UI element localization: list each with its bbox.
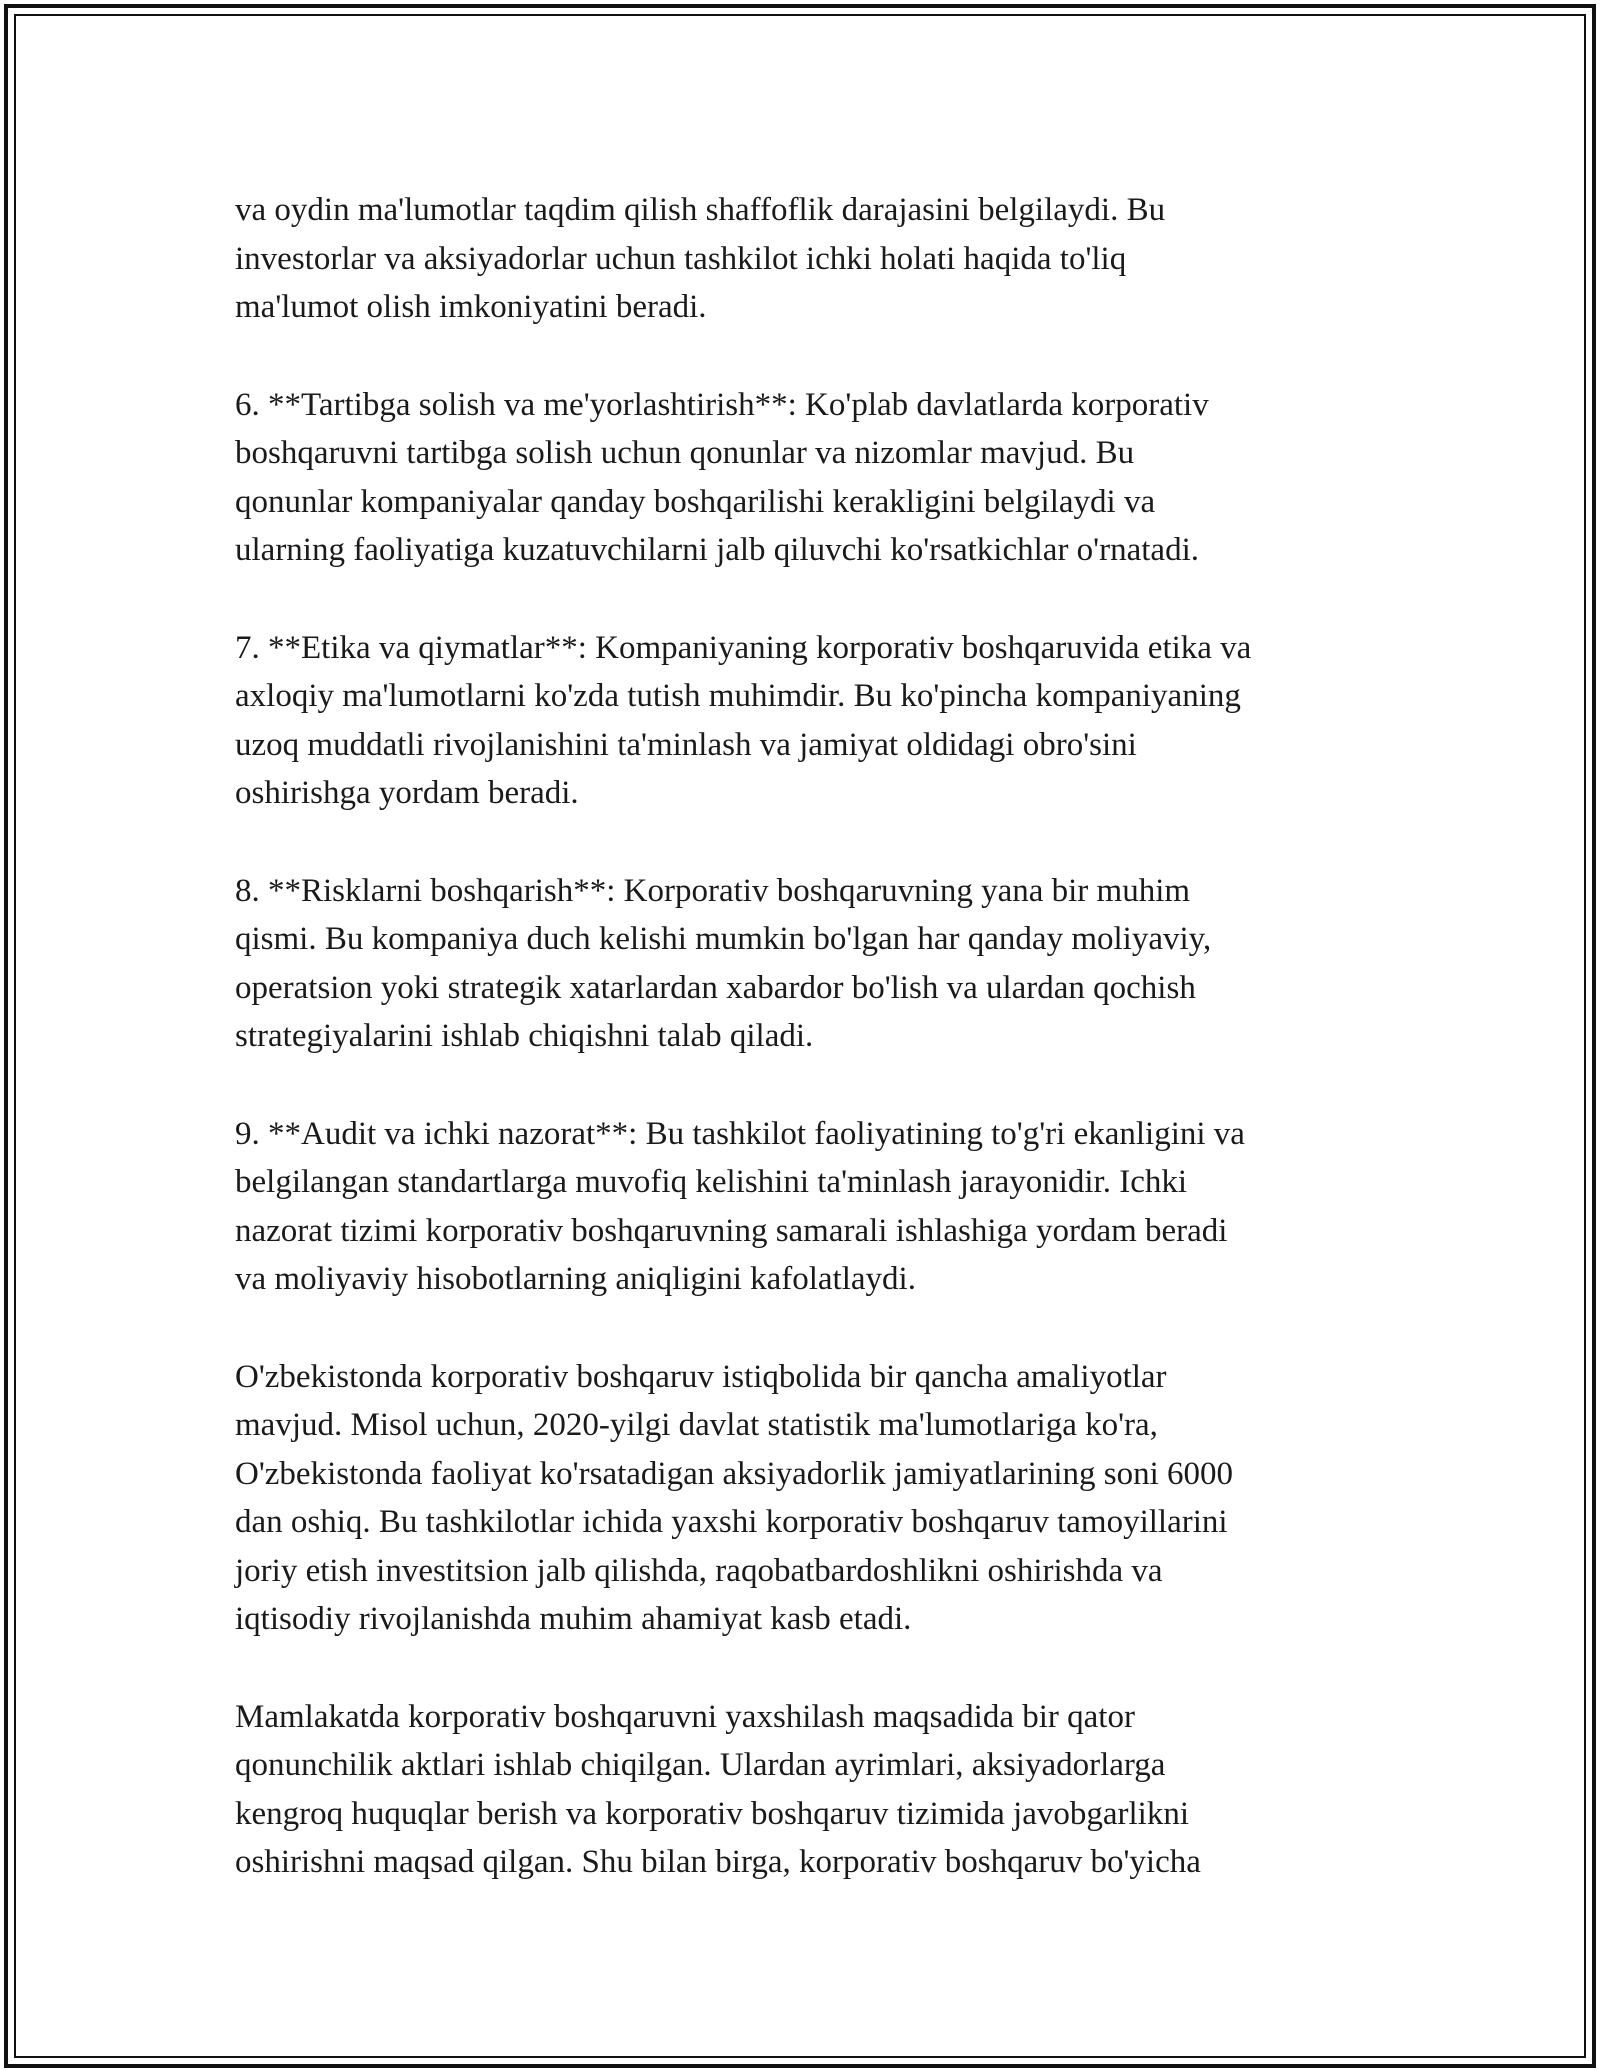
document-body xyxy=(235,186,1385,1936)
text-line: ma'lumot olish imkoniyatini beradi. xyxy=(235,289,707,325)
text-line: boshqaruvni tartibga solish uchun qonunlar va nizomlar mavjud. Bu xyxy=(235,435,1135,471)
text-line: Mamlakatda korporativ boshqaruvni yaxshilash maqsadida bir qator xyxy=(235,1698,1135,1735)
text-line: kengroq huquqlar berish va korporativ boshqaruv tizimida javobgarlikni xyxy=(235,1795,1190,1832)
text-line: strategiyalarini ishlab chiqishni talab qiladi. xyxy=(235,1018,814,1054)
text-line: uzoq muddatli rivojlanishini ta'minlash va jamiyat oldidagi obro'sini xyxy=(235,726,1137,763)
text-line: dan oshiq. Bu tashkilotlar ichida yaxshi korporativ boshqaruv tamoyillarini xyxy=(235,1504,1228,1540)
text-line: O'zbekistonda korporativ boshqaruv istiqbolida bir qancha amaliyotlar xyxy=(235,1358,1167,1395)
text-line: va moliyaviy hisobotlarning aniqligini kafolatlaydi. xyxy=(235,1261,916,1297)
text-line: qismi. Bu kompaniya duch kelishi mumkin bo'lgan har qanday moliyaviy, xyxy=(235,921,1212,957)
text-line: qonunchilik aktlari ishlab chiqilgan. Ulardan ayrimlari, aksiyadorlarga xyxy=(235,1747,1166,1783)
text-line: operatsion yoki strategik xatarlardan xabardor bo'lish va ulardan qochish xyxy=(235,969,1196,1006)
text-line: axloqiy ma'lumotlarni ko'zda tutish muhimdir. Bu ko'pincha kompaniyaning xyxy=(235,678,1241,714)
text-line: va oydin ma'lumotlar taqdim qilish shaffoflik darajasini belgilaydi. Bu xyxy=(235,192,1166,228)
text-line: 7. **Etika va qiymatlar**: Kompaniyaning korporativ boshqaruvida etika va xyxy=(235,629,1252,666)
text-line: 9. **Audit va ichki nazorat**: Bu tashkilot faoliyatining to'g'ri ekanligini va xyxy=(235,1115,1245,1152)
text-line: ularning faoliyatiga kuzatuvchilarni jalb qiluvchi ko'rsatkichlar o'rnatadi. xyxy=(235,532,1199,568)
text-line: 8. **Risklarni boshqarish**: Korporativ boshqaruvning yana bir muhim xyxy=(235,872,1191,909)
text-line: O'zbekistonda faoliyat ko'rsatadigan aksiyadorlik jamiyatlarining soni 6000 xyxy=(235,1455,1233,1492)
paragraph-item-9-audit xyxy=(235,1110,1385,1304)
text-line: investorlar va aksiyadorlar uchun tashkilot ichki holati haqida to'liq xyxy=(235,240,1127,277)
text-line: iqtisodiy rivojlanishda muhim ahamiyat kasb etadi. xyxy=(235,1601,912,1637)
paragraph-item-7-ethics xyxy=(235,624,1385,818)
text-line: oshirishni maqsad qilgan. Shu bilan birga, korporativ boshqaruv bo'yicha xyxy=(235,1844,1201,1880)
text-line: nazorat tizimi korporativ boshqaruvning samarali ishlashiga yordam beradi xyxy=(235,1212,1228,1249)
text-line: belgilangan standartlarga muvofiq kelishini ta'minlash jarayonidir. Ichki xyxy=(235,1164,1188,1200)
text-line: joriy etish investitsion jalb qilishda, raqobatbardoshlikni oshirishda va xyxy=(235,1552,1163,1589)
text-line: mavjud. Misol uchun, 2020-yilgi davlat statistik ma'lumotlariga ko'ra, xyxy=(235,1407,1158,1443)
paragraph-item-6-regulation xyxy=(235,381,1385,575)
paragraph-legislation xyxy=(235,1693,1385,1887)
paragraph-transparency-continuation xyxy=(235,186,1385,332)
text-line: qonunlar kompaniyalar qanday boshqarilishi kerakligini belgilaydi va xyxy=(235,483,1156,520)
paragraph-uzbekistan-practice xyxy=(235,1353,1385,1644)
paragraph-item-8-risk-management xyxy=(235,867,1385,1061)
text-line: 6. **Tartibga solish va me'yorlashtirish**: Ko'plab davlatlarda korporativ xyxy=(235,386,1209,423)
text-line: oshirishga yordam beradi. xyxy=(235,775,579,811)
